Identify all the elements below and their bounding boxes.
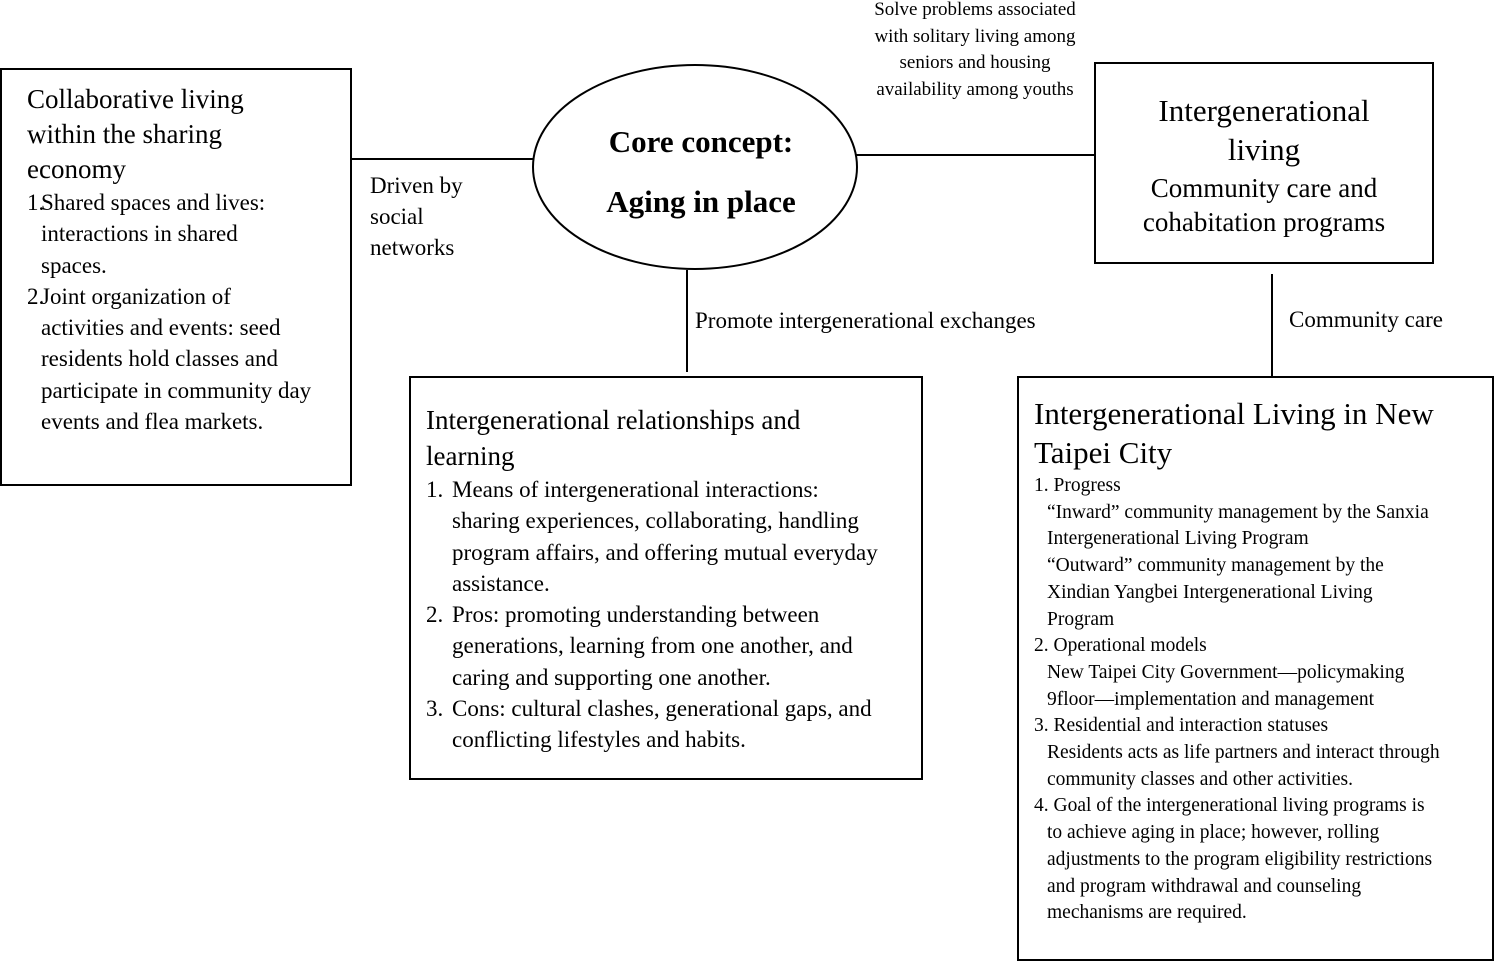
- connector-right-down-label: Community care: [1289, 307, 1443, 332]
- section-operational-models: 2. Operational models New Taipei City Government—policymaking 9floor—implementation and management: [1034, 635, 1405, 710]
- list-item: 1. Shared spaces and lives: interactions in shared spaces.: [27, 190, 266, 278]
- bottom-right-box: [1017, 376, 1494, 961]
- list-item: 2. Pros: promoting understanding between generations, learning from one another, and caring and supporting one another.: [426, 602, 853, 690]
- core-line-2: Aging in place: [606, 184, 796, 219]
- connector-left-line: [351, 158, 533, 160]
- left-box-title: Collaborative living within the sharing economy: [27, 84, 244, 184]
- core-concept: [560, 112, 842, 232]
- section-goal: 4. Goal of the intergenerational living programs is to achieve aging in place; however, rolling adjustments to the program eligibility restrictions and program withdrawal and counseling mechanisms are required.: [1034, 795, 1433, 924]
- connector-right-line: [856, 154, 1096, 156]
- bottom-right-box-title: Intergenerational Living in New Taipei City: [1034, 396, 1434, 470]
- bottom-right-box-sections: [1034, 473, 1488, 927]
- list-item: 2. Joint organization of activities and events: seed residents hold classes and participate in community day events and flea markets.: [27, 283, 312, 435]
- connector-middle-line: [686, 270, 688, 372]
- left-box: [0, 68, 352, 486]
- section-residential: 3. Residential and interaction statuses Residents acts as life partners and interact through community classes and other activities.: [1034, 715, 1440, 790]
- middle-box-list: [426, 474, 911, 756]
- connector-right-down-line: [1271, 274, 1273, 376]
- list-item: 3. Cons: cultural clashes, generational gaps, and conflicting lifestyles and habits.: [426, 696, 872, 753]
- connector-middle-label: Promote intergenerational exchanges: [695, 308, 1036, 333]
- middle-box: [409, 376, 923, 780]
- middle-box-title: Intergenerational relationships and learning: [426, 405, 801, 471]
- section-progress: 1. Progress “Inward” community management by the Sanxia Intergenerational Living Program “Outward” community management by the Xindian Yangbei Intergenerational Living Program: [1034, 475, 1429, 630]
- left-box-list: [27, 187, 340, 437]
- core-line-1: Core concept:: [608, 124, 794, 159]
- right-box: [1094, 62, 1434, 264]
- connector-right-label: Solve problems associated with solitary living among seniors and housing availability among youths: [874, 0, 1076, 100]
- connector-left-label: Driven by social networks: [370, 173, 463, 260]
- right-box-subtitle: Community care and cohabitation programs: [1142, 173, 1386, 237]
- right-box-title: Intergenerational living: [1158, 93, 1370, 167]
- list-item: 1. Means of intergenerational interactions: sharing experiences, collaborating, handling program affairs, and offering mutual everyday assistance.: [426, 477, 878, 596]
